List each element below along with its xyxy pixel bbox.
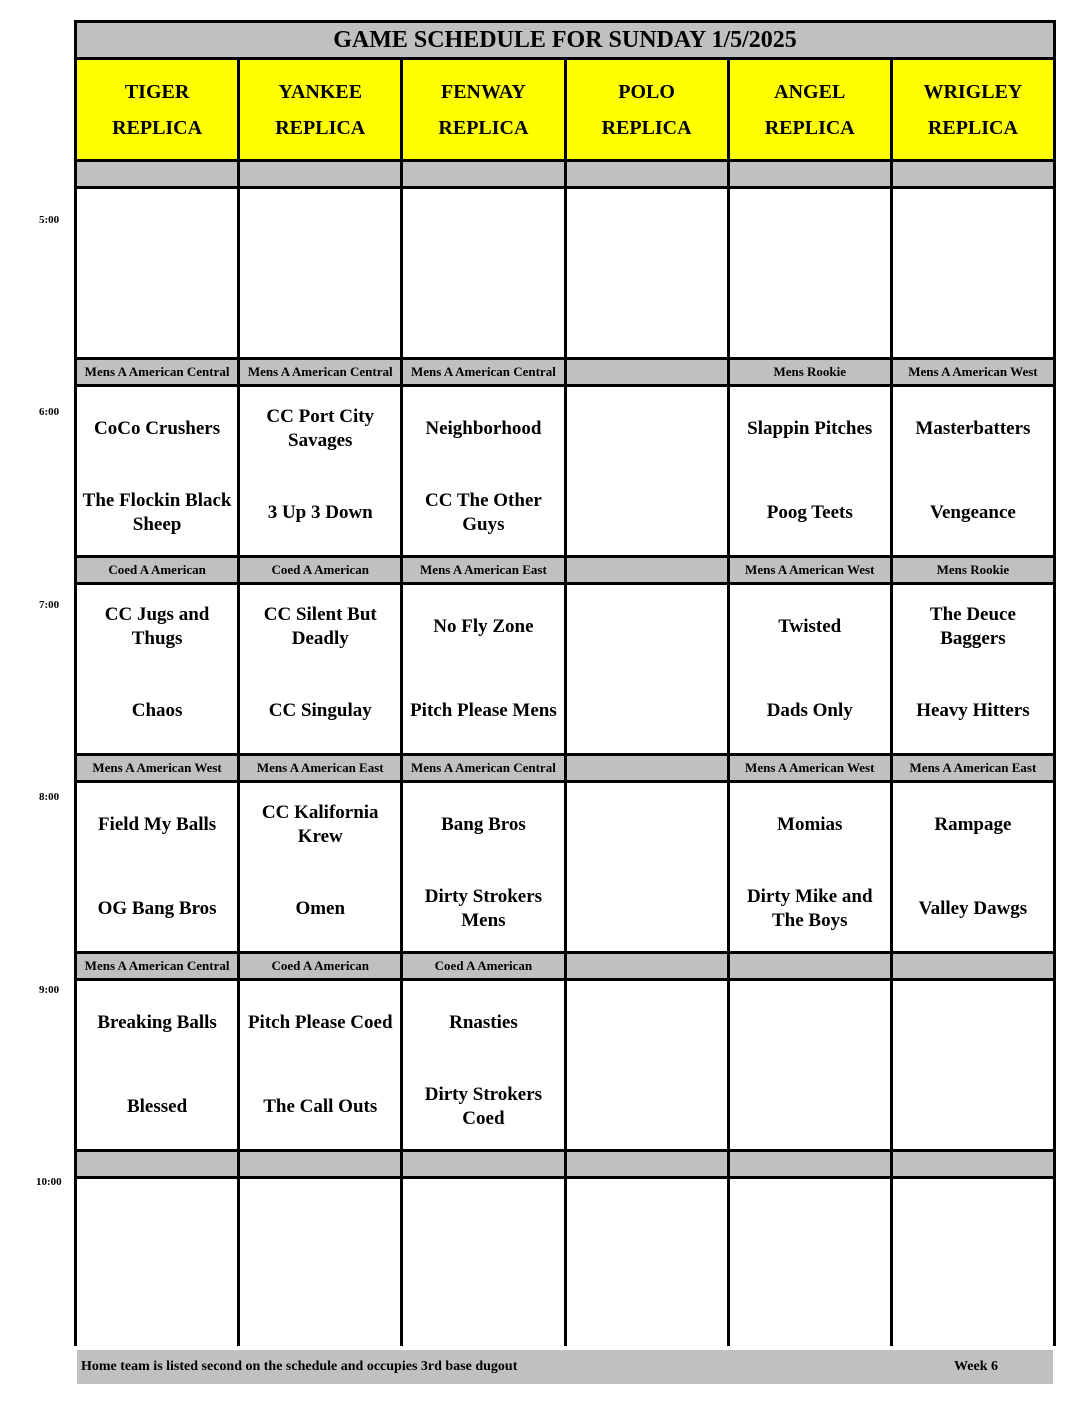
- away-team: [567, 189, 727, 273]
- field-type: REPLICA: [601, 116, 692, 139]
- game-cell: [240, 783, 400, 951]
- home-team-note: Home team is listed second on the schedule and occupies 3rd base dugout: [81, 1359, 518, 1374]
- away-team: CC Kalifornia Krew: [261, 802, 379, 847]
- home-team: Heavy Hitters: [916, 700, 1030, 721]
- away-team: [893, 1179, 1053, 1263]
- game-cell: [403, 585, 563, 753]
- division-label: [730, 1152, 890, 1176]
- division-label: Mens A American West: [77, 756, 237, 780]
- division-label: Mens Rookie: [730, 360, 890, 384]
- game-cell: [240, 585, 400, 753]
- away-team: The Deuce Baggers: [929, 604, 1016, 649]
- home-team: [893, 1065, 1053, 1149]
- home-team: CC Singulay: [268, 700, 372, 721]
- game-cell: [893, 981, 1053, 1149]
- game-cell: [77, 585, 237, 753]
- schedule-grid: [74, 20, 1056, 1374]
- home-team: Dads Only: [766, 700, 853, 721]
- time-label: 6:00: [39, 406, 60, 418]
- field-type: REPLICA: [112, 116, 203, 139]
- division-label: Mens Rookie: [893, 558, 1053, 582]
- away-team: [403, 1179, 563, 1263]
- home-team: Blessed: [126, 1096, 188, 1117]
- field-header-wrigley: [893, 60, 1053, 159]
- away-team: [567, 585, 727, 669]
- division-label: [567, 162, 727, 186]
- game-cell: [403, 189, 563, 357]
- away-team: CoCo Crushers: [94, 418, 221, 439]
- game-cell: [893, 189, 1053, 357]
- away-team: CC Jugs and Thugs: [104, 604, 210, 649]
- game-cell: [567, 189, 727, 357]
- away-team: Field My Balls: [97, 814, 217, 835]
- time-label: 7:00: [39, 599, 60, 611]
- home-team: The Flockin Black Sheep: [82, 490, 232, 535]
- division-label: [893, 1152, 1053, 1176]
- away-team: Rnasties: [449, 1012, 518, 1033]
- away-team: [567, 1179, 727, 1263]
- game-cell: [730, 189, 890, 357]
- home-team: OG Bang Bros: [97, 898, 217, 919]
- home-team: [77, 1263, 237, 1347]
- home-team: Dirty Strokers Coed: [424, 1084, 543, 1129]
- division-label: Coed A American: [240, 954, 400, 978]
- field-header-fenway: [403, 60, 563, 159]
- away-team: Bang Bros: [441, 814, 526, 835]
- field-header-polo: [567, 60, 727, 159]
- game-cell: [403, 783, 563, 951]
- game-cell: [77, 189, 237, 357]
- away-team: Twisted: [778, 616, 842, 637]
- home-team: Dirty Strokers Mens: [424, 886, 543, 931]
- away-team: [567, 981, 727, 1065]
- division-label: [730, 954, 890, 978]
- field-type: REPLICA: [275, 116, 366, 139]
- division-label: [730, 162, 890, 186]
- away-team: CC Port City Savages: [266, 406, 375, 451]
- away-team: [730, 189, 890, 273]
- home-team: [730, 1263, 890, 1347]
- away-team: Momias: [777, 814, 843, 835]
- time-label: 10:00: [36, 1176, 62, 1188]
- game-cell: [567, 387, 727, 555]
- time-label: 8:00: [39, 791, 60, 803]
- field-header-tiger: [77, 60, 237, 159]
- division-label: Mens A American West: [730, 756, 890, 780]
- away-team: Masterbatters: [915, 418, 1031, 439]
- division-label: [893, 954, 1053, 978]
- home-team: CC The Other Guys: [425, 490, 542, 535]
- game-cell: [403, 981, 563, 1149]
- game-cell: [730, 981, 890, 1149]
- division-label: Mens A American East: [403, 558, 563, 582]
- division-label: Mens A American Central: [77, 954, 237, 978]
- home-team: [893, 273, 1053, 357]
- division-label: Mens A American Central: [403, 360, 563, 384]
- schedule-footer: [77, 1350, 1053, 1384]
- division-label: Mens A American East: [240, 756, 400, 780]
- division-label: [567, 360, 727, 384]
- game-cell: [567, 585, 727, 753]
- time-label: 5:00: [39, 214, 60, 226]
- game-cell: [893, 783, 1053, 951]
- field-name: ANGEL: [774, 80, 846, 103]
- away-team: Pitch Please Coed: [247, 1012, 393, 1033]
- field-name: FENWAY: [440, 80, 526, 103]
- away-team: [77, 189, 237, 273]
- home-team: [730, 1065, 890, 1149]
- away-team: [730, 1179, 890, 1263]
- division-label: [567, 756, 727, 780]
- away-team: [403, 189, 563, 273]
- away-team: [893, 981, 1053, 1065]
- away-team: [567, 387, 727, 471]
- home-team: [567, 1065, 727, 1149]
- game-cell: [730, 1179, 890, 1347]
- field-name: TIGER: [124, 80, 190, 103]
- home-team: [567, 273, 727, 357]
- away-team: CC Silent But Deadly: [263, 604, 377, 649]
- away-team: Rampage: [934, 814, 1012, 835]
- home-team: [403, 1263, 563, 1347]
- home-team: Dirty Mike and The Boys: [746, 886, 873, 931]
- game-cell: [77, 1179, 237, 1347]
- away-team: No Fly Zone: [433, 616, 534, 637]
- field-name: YANKEE: [278, 80, 363, 103]
- division-label: Mens A American Central: [403, 756, 563, 780]
- field-name: POLO: [618, 80, 675, 103]
- home-team: [893, 1263, 1053, 1347]
- division-label: Coed A American: [240, 558, 400, 582]
- away-team: [240, 189, 400, 273]
- home-team: Poog Teets: [766, 502, 853, 523]
- home-team: [567, 471, 727, 555]
- field-header-yankee: [240, 60, 400, 159]
- game-cell: [240, 1179, 400, 1347]
- field-name: WRIGLEY: [923, 80, 1023, 103]
- away-team: [730, 981, 890, 1065]
- game-cell: [77, 981, 237, 1149]
- game-cell: [567, 981, 727, 1149]
- field-type: REPLICA: [438, 116, 529, 139]
- away-team: [567, 783, 727, 867]
- division-label: Mens A American Central: [240, 360, 400, 384]
- away-team: [77, 1179, 237, 1263]
- division-label: [77, 162, 237, 186]
- schedule-title: GAME SCHEDULE FOR SUNDAY 1/5/2025: [77, 23, 1053, 57]
- division-label: [567, 558, 727, 582]
- week-label: Week 6: [954, 1359, 998, 1374]
- field-type: REPLICA: [764, 116, 855, 139]
- game-cell: [240, 981, 400, 1149]
- game-cell: [240, 189, 400, 357]
- home-team: 3 Up 3 Down: [267, 502, 373, 523]
- home-team: [77, 273, 237, 357]
- away-team: Neighborhood: [425, 418, 542, 439]
- home-team: [730, 273, 890, 357]
- home-team: [567, 867, 727, 951]
- game-cell: [730, 783, 890, 951]
- division-label: [77, 1152, 237, 1176]
- game-cell: [893, 1179, 1053, 1347]
- game-cell: [567, 783, 727, 951]
- away-team: Slappin Pitches: [747, 418, 873, 439]
- game-cell: [730, 387, 890, 555]
- away-team: Breaking Balls: [97, 1012, 217, 1033]
- away-team: [893, 189, 1053, 273]
- division-label: [893, 162, 1053, 186]
- division-label: [240, 1152, 400, 1176]
- game-cell: [77, 387, 237, 555]
- home-team: Chaos: [131, 700, 183, 721]
- division-label: Coed A American: [403, 954, 563, 978]
- division-label: [403, 162, 563, 186]
- home-team: [567, 669, 727, 753]
- game-cell: [403, 387, 563, 555]
- home-team: [240, 273, 400, 357]
- game-cell: [567, 1179, 727, 1347]
- home-team: The Call Outs: [263, 1096, 378, 1117]
- home-team: [567, 1263, 727, 1347]
- division-label: Mens A American West: [730, 558, 890, 582]
- home-team: Omen: [295, 898, 346, 919]
- field-header-angel: [730, 60, 890, 159]
- division-label: Mens A American West: [893, 360, 1053, 384]
- time-label: 9:00: [39, 984, 60, 996]
- game-cell: [730, 585, 890, 753]
- home-team: [240, 1263, 400, 1347]
- division-label: [403, 1152, 563, 1176]
- division-label: Mens A American East: [893, 756, 1053, 780]
- division-label: Mens A American Central: [77, 360, 237, 384]
- home-team: Vengeance: [929, 502, 1016, 523]
- home-team: Valley Dawgs: [918, 898, 1028, 919]
- home-team: [403, 273, 563, 357]
- game-cell: [893, 585, 1053, 753]
- division-label: [240, 162, 400, 186]
- division-label: [567, 1152, 727, 1176]
- division-label: [567, 954, 727, 978]
- division-label: Coed A American: [77, 558, 237, 582]
- home-team: Pitch Please Mens: [410, 700, 557, 721]
- field-type: REPLICA: [927, 116, 1018, 139]
- game-cell: [893, 387, 1053, 555]
- game-cell: [77, 783, 237, 951]
- game-cell: [240, 387, 400, 555]
- away-team: [240, 1179, 400, 1263]
- game-cell: [403, 1179, 563, 1347]
